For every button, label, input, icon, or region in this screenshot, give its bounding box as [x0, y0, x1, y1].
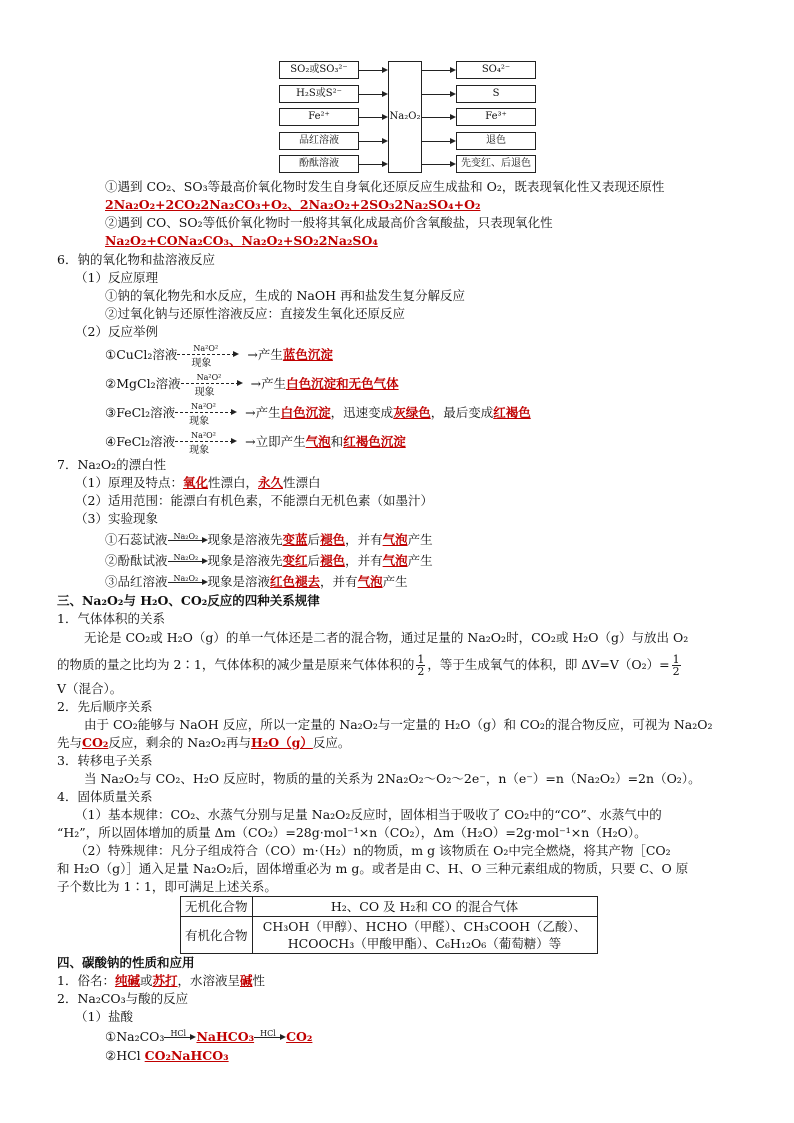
left-box-3: Fe²⁺: [279, 108, 359, 126]
reaction-arrow: [164, 1028, 196, 1045]
text-line: ①遇到 CO₂、SO₃等最高价氧化物时发生自身氧化还原反应生成盐和 O₂，既表现氧化性又表现还原性: [105, 179, 665, 194]
right-box-3: Fe³⁺: [456, 108, 536, 126]
example-text: →产生: [245, 405, 281, 420]
example-solution: ③FeCl₂溶液: [105, 405, 176, 420]
experiment-row: [105, 552, 433, 569]
arrow-top-label: HCl: [260, 1029, 276, 1038]
answer-text: 气泡: [305, 434, 331, 449]
text: 产生: [407, 553, 433, 568]
answer-text: 红色褪去: [270, 574, 321, 589]
equation-line: Na₂O₂+CONa₂CO₃、Na₂O₂+SO₂2Na₂SO₄: [105, 233, 378, 248]
table-row: [181, 897, 598, 917]
answer-text: 气泡: [357, 574, 383, 589]
reaction-arrow: [168, 531, 208, 548]
text: 后: [307, 553, 321, 568]
table-row: [181, 917, 598, 954]
example-row: [105, 402, 531, 427]
text-line: [57, 653, 683, 678]
text-line: 子个数比为 1∶1，即可满足上述关系。: [57, 879, 277, 894]
fraction: [416, 654, 425, 677]
answer-text: 红褐色: [493, 405, 531, 420]
example-text: 和: [330, 434, 344, 449]
text-line: （2）适用范围：能漂白有机色素，不能漂白无机色素（如墨汁）: [75, 493, 433, 508]
section-heading: 4．固体质量关系: [57, 789, 153, 804]
example-text: →产生: [247, 347, 283, 362]
example-row: [105, 373, 399, 398]
text: 1．俗名：: [57, 973, 115, 988]
table-cell: H₂、CO 及 H₂和 CO 的混合气体: [252, 897, 597, 917]
sub-heading: （1）反应原理: [75, 270, 158, 285]
answer-text: 永久: [258, 475, 284, 490]
arrow-bottom-label: 现象: [189, 445, 210, 456]
text: 现象是溶液先: [207, 553, 283, 568]
answer-text: 变蓝: [282, 532, 308, 547]
text: 现象是溶液先: [207, 532, 283, 547]
text-line: （2）特殊规律：凡分子组成符合（CO）m·（H₂）n的物质，m g 该物质在 O₂中完全燃烧，将其产物［CO₂: [75, 843, 671, 858]
reaction-arrow: [175, 402, 245, 427]
example-text: →产生: [250, 376, 287, 391]
answer-text: 气泡: [382, 553, 408, 568]
answer-text: CO₂: [286, 1029, 313, 1044]
text: 性漂白，: [207, 475, 258, 490]
text: ，水溶液呈: [177, 973, 241, 988]
text: ③品红溶液: [105, 574, 168, 589]
fraction-numerator: 1: [672, 653, 680, 666]
arrow-top-label: Na₂O₂: [173, 532, 199, 541]
reaction-arrow: [175, 431, 245, 456]
text: 或: [139, 973, 153, 988]
answer-text: 苏打: [152, 973, 178, 988]
fraction-numerator: 1: [417, 653, 425, 666]
text: ②HCl: [105, 1048, 145, 1063]
example-row: [105, 431, 406, 456]
right-box-1: SO₄²⁻: [456, 61, 536, 79]
left-box-4: 品红溶液: [279, 132, 359, 150]
text: ，并有: [345, 553, 383, 568]
text: 产生: [407, 532, 433, 547]
answer-text: 氧化: [182, 475, 208, 490]
example-text: ，最后变成: [430, 405, 494, 420]
text-line: ②遇到 CO、SO₂等低价氧化物时一般将其氧化成最高价含氧酸盐，只表现氧化性: [105, 215, 553, 230]
text-line: 当 Na₂O₂与 CO₂、H₂O 反应时，物质的量的关系为 2Na₂O₂～O₂～2e⁻，n（e⁻）=n（Na₂O₂）=2n（O₂）。: [84, 771, 701, 786]
section-heading: 6．钠的氧化物和盐溶液反应: [57, 252, 215, 267]
arrow-bottom-label: 现象: [191, 358, 212, 369]
text-line: ②过氧化钠与还原性溶液反应：直接发生氧化还原反应: [105, 306, 406, 321]
example-solution: ①CuCl₂溶液: [105, 347, 178, 362]
section-heading: 2．先后顺序关系: [57, 699, 153, 714]
arrow-bottom-label: 现象: [189, 416, 210, 427]
answer-text: 灰绿色: [393, 405, 431, 420]
left-box-5: 酚酞溶液: [279, 155, 359, 173]
right-box-5: 先变红、后退色: [456, 155, 536, 173]
text: ，并有: [320, 574, 358, 589]
part-heading: 三、Na₂O₂与 H₂O、CO₂反应的四种关系规律: [57, 593, 320, 608]
arrow-top-label: Na²O²: [191, 431, 216, 440]
answer-text: 白色沉淀和无色气体: [286, 376, 399, 391]
fraction-denominator: 2: [672, 665, 680, 678]
text: 产生: [382, 574, 408, 589]
center-box: Na₂O₂: [388, 61, 422, 173]
answer-text: 气泡: [382, 532, 408, 547]
text: ，等于生成氧气的体积，即 ΔV=V（O₂）=: [427, 657, 670, 672]
text-line: 无论是 CO₂或 H₂O（g）的单一气体还是二者的混合物，通过足量的 Na₂O₂时，CO₂或 H₂O（g）与放出 O₂: [84, 630, 689, 645]
answer-text: 纯碱: [114, 973, 140, 988]
sub-heading: （1）盐酸: [75, 1009, 133, 1024]
right-box-2: S: [456, 85, 536, 103]
right-box-4: 退色: [456, 132, 536, 150]
fraction-denominator: 2: [417, 665, 425, 678]
text-line: V（混合）。: [57, 681, 123, 696]
sub-heading: （2）反应举例: [75, 324, 158, 339]
arrow-bottom-label: 现象: [194, 387, 215, 398]
section-heading: 2．Na₂CO₃与酸的反应: [57, 991, 189, 1006]
answer-text: CO₂: [82, 735, 109, 750]
table-cell: 无机化合物: [181, 897, 253, 917]
text: 反应。: [312, 735, 351, 750]
table-cell: [252, 917, 597, 954]
arrow-top-label: HCl: [170, 1029, 187, 1038]
text: 性漂白: [283, 475, 321, 490]
answer-text: NaHCO₃: [196, 1029, 255, 1044]
section-heading: 7．Na₂O₂的漂白性: [57, 457, 167, 472]
answer-text: 褪色: [320, 532, 346, 547]
text-line: [57, 972, 265, 989]
text: 先与: [57, 735, 83, 750]
mixture-table: [180, 896, 598, 954]
cell-line: HCOOCH₃（甲酸甲酯）、C₆H₁₂O₆（葡萄糖）等: [287, 936, 562, 951]
cell-line: CH₃OH（甲醇）、HCHO（甲醛）、CH₃COOH（乙酸）、: [262, 919, 587, 934]
answer-text: H₂O（g）: [250, 735, 313, 750]
reaction-arrow: [168, 573, 208, 590]
table-cell: 有机化合物: [181, 917, 253, 954]
text-line: 由于 CO₂能够与 NaOH 反应，所以一定量的 Na₂O₂与一定量的 H₂O（g）和 CO₂的混合物反应，可视为 Na₂O₂: [84, 717, 713, 732]
text: （1）原理及特点：: [75, 475, 183, 490]
text: 现象是溶液: [207, 574, 271, 589]
example-solution: ④FeCl₂溶液: [105, 434, 176, 449]
left-box-2: H₂S或S²⁻: [279, 85, 359, 103]
answer-text: CO₂NaHCO₃: [144, 1048, 229, 1063]
text-line: [75, 474, 321, 491]
answer-text: 蓝色沉淀: [282, 347, 333, 362]
answer-text: 变红: [282, 553, 308, 568]
part-heading: 四、碳酸钠的性质和应用: [57, 955, 195, 970]
arrow-top-label: Na₂O₂: [173, 553, 199, 562]
text: ②酚酞试液: [105, 553, 168, 568]
text: 后: [307, 532, 321, 547]
answer-text: 碱: [240, 973, 253, 988]
text: ，并有: [345, 532, 383, 547]
sub-heading: （3）实验现象: [75, 511, 158, 526]
answer-text: 褪色: [320, 553, 346, 568]
answer-text: 红褐色沉淀: [343, 434, 406, 449]
text-line: [57, 734, 350, 751]
arrow-top-label: Na²O²: [193, 344, 219, 353]
equation-line: [105, 1028, 312, 1045]
text-line: （1）基本规律：CO₂、水蒸气分别与足量 Na₂O₂反应时，固体相当于吸收了 CO₂中的“CO”、水蒸气中的: [75, 807, 662, 822]
example-text: →立即产生: [245, 434, 306, 449]
left-box-1: SO₂或SO₃²⁻: [279, 61, 359, 79]
reaction-arrow: [254, 1028, 286, 1045]
reaction-arrow: [177, 344, 247, 369]
reaction-arrow: [181, 373, 251, 398]
text: 的物质的量之比均为 2∶1，气体体积的减少量是原来气体体积的: [57, 657, 415, 672]
example-row: [105, 344, 333, 369]
experiment-row: [105, 531, 433, 548]
answer-text: 白色沉淀: [280, 405, 331, 420]
text: ①石蕊试液: [105, 532, 168, 547]
equation-line: 2Na₂O₂+2CO₂2Na₂CO₃+O₂、2Na₂O₂+2SO₃2Na₂SO₄+O₂: [105, 197, 481, 212]
section-heading: 3．转移电子关系: [57, 753, 153, 768]
text-line: “H₂”，所以固体增加的质量 Δm（CO₂）=28g·mol⁻¹×n（CO₂），Δm（H₂O）=2g·mol⁻¹×n（H₂O）。: [57, 825, 647, 840]
section-heading: 1．气体体积的关系: [57, 611, 165, 626]
text: 性: [252, 973, 266, 988]
reaction-arrow: [168, 552, 208, 569]
arrow-top-label: Na²O²: [191, 402, 216, 411]
example-text: ，迅速变成: [330, 405, 394, 420]
text-line: ①钠的氧化物先和水反应，生成的 NaOH 再和盐发生复分解反应: [105, 288, 465, 303]
arrow-top-label: Na₂O₂: [173, 574, 199, 583]
arrow-top-label: Na²O²: [196, 373, 222, 382]
equation-line: [105, 1047, 229, 1064]
text: ①Na₂CO₃: [105, 1029, 165, 1044]
example-solution: ②MgCl₂溶液: [105, 376, 181, 391]
text: 反应，剩余的 Na₂O₂再与: [108, 735, 251, 750]
fraction: [672, 654, 681, 677]
text-line: 和 H₂O（g）］通入足量 Na₂O₂后，固体增重必为 m g。或者是由 C、H、O 三种元素组成的物质，只要 C、O 原: [57, 861, 689, 876]
experiment-row: [105, 573, 408, 590]
